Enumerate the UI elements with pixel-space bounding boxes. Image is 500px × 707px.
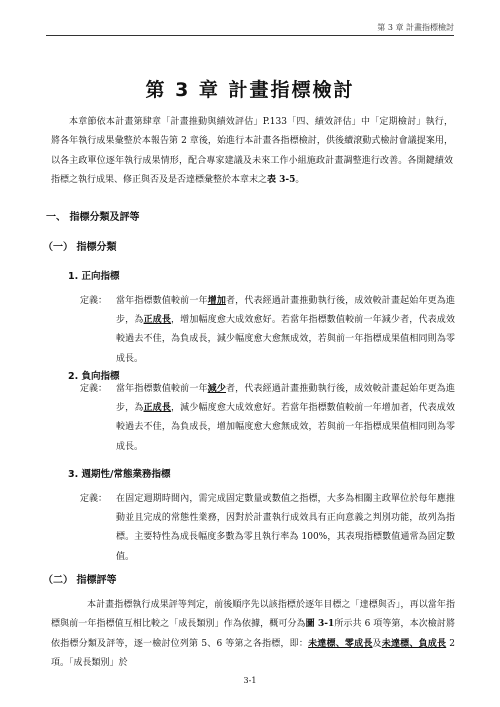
definition-text: 當年指標數值較前一年 bbox=[116, 384, 208, 394]
header-rule bbox=[46, 35, 454, 36]
rating-paragraph bbox=[51, 596, 455, 674]
page-number: 3-1 bbox=[243, 676, 257, 685]
rating-text: 所示共 6 項等第，本次檢討將依指標分類及評等，逐一檢討位列第 5、6 等第之各指標，即： bbox=[51, 619, 455, 649]
intro-text-1: 本章節依本計畫第肆章「計畫推動與績效評估」P.133「四、績效評估」中「定期檢討」執行，將各年執行成果彙整於本報告第 2 章後，始進行本計畫各指標檢討，供後續滾動式檢討會議提案用，以各主政單位逐年執行成果情形，配合專家建議及未來工作小組施政計畫調整進行改善。各開鍵績效指標之執行成果、修正與否及是否達標彙整於本章末之 bbox=[51, 117, 453, 185]
definition-body: 在固定週期時間內，需完成固定數量或數值之指標，大多為相關主政單位於每年應推動並且完成的常態性業務，因對於計畫執行成效具有正向意義之判別功能，故列為指標。主要特性為成長幅度多數為零且執行率為 100%，其表現指標數值通常為固定數值。 bbox=[116, 494, 455, 562]
definition-emphasis: 正成長 bbox=[143, 315, 171, 326]
definition-text: 當年指標數值較前一年 bbox=[116, 296, 208, 306]
definition-body bbox=[116, 292, 455, 369]
section-heading-classification: 一、 指標分類及評等 bbox=[46, 212, 140, 223]
subsection-heading-rating: （二） 指標評等 bbox=[43, 575, 117, 586]
definition-emphasis: 增加 bbox=[207, 296, 226, 306]
table-reference: 表 3-5 bbox=[267, 174, 296, 185]
definition-text: 者，代表經過計畫推動執行後，成效較計畫起始年更為進步，為 bbox=[116, 296, 455, 326]
item-heading-negative: 2. 負向指標 bbox=[68, 371, 120, 382]
rating-text: 本計畫指標執行成果評等判定，前後順序先以該指標於逐年目標之「達標與否」，再以當年指標與前一年指標值互相比較之「成長類別」作為依據，概可分為 bbox=[51, 600, 455, 630]
definition-label: 定義： bbox=[80, 384, 108, 394]
subsection-heading-classification: （一） 指標分類 bbox=[43, 242, 117, 253]
definition-text: ，減少幅度愈大成效愈好。若當年指標數值較前一年增加者，代表成效較過去不佳，為負成長，增加幅度愈大愈無成效，若與前一年指標成果值相同則為零成長。 bbox=[116, 403, 455, 452]
rating-text: 及 bbox=[372, 638, 382, 649]
definition-emphasis: 正成長 bbox=[143, 403, 171, 414]
chapter-title: 第 3 章 計畫指標檢討 bbox=[145, 78, 355, 101]
item-heading-periodic: 3. 週期性/常態業務指標 bbox=[68, 469, 171, 480]
definition-text: ，增加幅度愈大成效愈好。若當年指標數值較前一年減少者，代表成效較過去不佳，為負成長，減少幅度愈大愈無成效，若與前一年指標成果值相同則為零成長。 bbox=[116, 315, 455, 364]
definition-periodic bbox=[80, 490, 455, 567]
definition-label: 定義： bbox=[80, 494, 108, 504]
intro-text-3: 。 bbox=[295, 174, 305, 185]
rating-emphasis: 未達標、負成長 bbox=[381, 638, 447, 649]
definition-text: 者，代表經過計畫推動執行後，成效較計畫起始年更為進步，為 bbox=[116, 384, 455, 414]
definition-negative bbox=[80, 380, 455, 457]
rating-emphasis: 未達標、零成長 bbox=[308, 638, 373, 649]
item-heading-positive: 1. 正向指標 bbox=[68, 271, 120, 282]
definition-emphasis: 減少 bbox=[207, 384, 226, 394]
rating-text: 2 項。「成長類別」於 bbox=[51, 638, 455, 669]
definition-positive bbox=[80, 292, 455, 369]
definition-body bbox=[116, 380, 455, 457]
running-header: 第 3 章 計畫指標檢討 bbox=[377, 23, 454, 32]
intro-paragraph bbox=[51, 113, 453, 190]
figure-reference: 圖 3-1 bbox=[305, 619, 335, 630]
definition-label: 定義： bbox=[80, 296, 108, 306]
